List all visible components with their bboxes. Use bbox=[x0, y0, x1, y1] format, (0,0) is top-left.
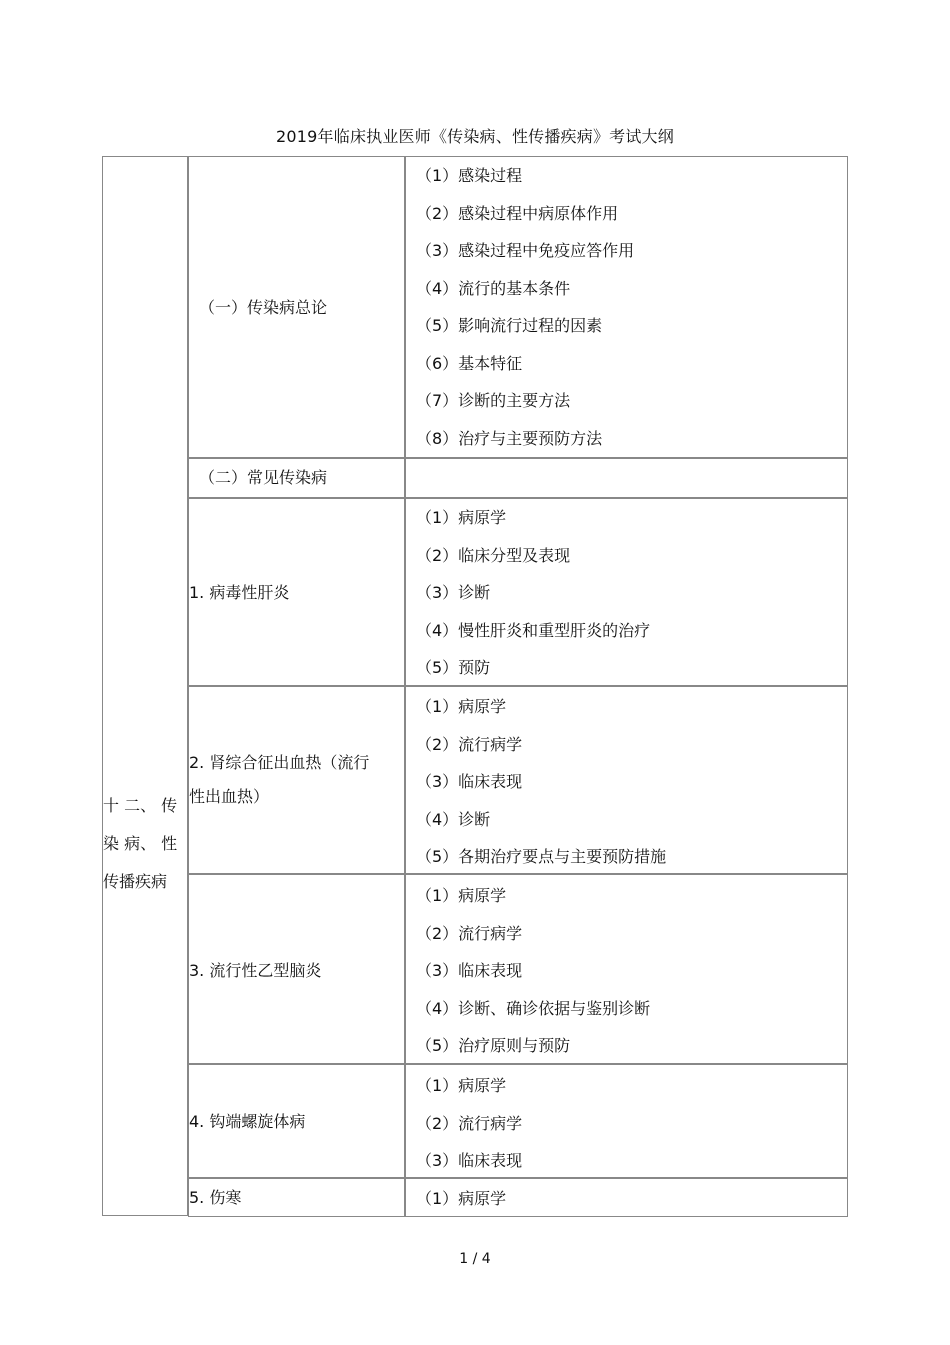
list-item: （2）流行病学 bbox=[416, 1113, 523, 1133]
list-item: （1）病原学 bbox=[416, 1076, 507, 1095]
item-list bbox=[406, 1067, 522, 1180]
item-list bbox=[406, 877, 650, 1065]
item-list bbox=[406, 499, 650, 687]
topic-cell bbox=[188, 1064, 405, 1178]
list-item: （3）诊断 bbox=[416, 583, 491, 602]
chapter-line-3: 传播疾病 bbox=[103, 872, 168, 891]
topic-cell bbox=[188, 498, 405, 686]
item-list bbox=[406, 1180, 506, 1218]
list-item: （3）感染过程中免疫应答作用 bbox=[416, 241, 635, 260]
chapter-line-2: 染 病、 性 bbox=[103, 834, 178, 853]
topic-cell bbox=[188, 686, 405, 874]
list-item: （3）临床表现 bbox=[416, 961, 523, 980]
topic-label: 3. 流行性乙型脑炎 bbox=[189, 961, 322, 980]
list-item: （2）流行病学 bbox=[416, 734, 523, 754]
items-cell bbox=[405, 874, 848, 1064]
chapter-label bbox=[103, 787, 189, 901]
list-item: （1）病原学 bbox=[416, 697, 507, 716]
list-item: （3）临床表现 bbox=[416, 1151, 523, 1170]
topic-label: （一）传染病总论 bbox=[199, 298, 328, 317]
list-item: （4）流行的基本条件 bbox=[416, 278, 571, 298]
list-item: （2）感染过程中病原体作用 bbox=[416, 203, 619, 223]
items-cell bbox=[405, 686, 848, 874]
chapter-line-1: 十 二、 传 bbox=[103, 796, 178, 815]
item-list bbox=[406, 157, 634, 457]
list-item: （7）诊断的主要方法 bbox=[416, 391, 571, 410]
topic-cell bbox=[188, 156, 405, 458]
topic-label: 1. 病毒性肝炎 bbox=[189, 583, 290, 602]
list-item: （4）诊断、确诊依据与鉴别诊断 bbox=[416, 998, 651, 1018]
item-list bbox=[406, 688, 666, 876]
page-number: 1 / 4 bbox=[459, 1251, 491, 1267]
list-item: （3）临床表现 bbox=[416, 772, 523, 791]
items-cell bbox=[405, 1064, 848, 1178]
topic-label: 5. 伤寒 bbox=[189, 1188, 242, 1207]
list-item: （5）影响流行过程的因素 bbox=[416, 316, 603, 335]
topic-label: （二）常见传染病 bbox=[199, 468, 328, 487]
list-item: （1）病原学 bbox=[416, 508, 507, 527]
items-cell bbox=[405, 156, 848, 458]
list-item: （2）临床分型及表现 bbox=[416, 545, 571, 565]
list-item: （5）治疗原则与预防 bbox=[416, 1036, 571, 1055]
topic-cell bbox=[188, 458, 405, 498]
list-item: （5）预防 bbox=[416, 658, 491, 677]
topic-line-1: 2. 肾综合征出血热（流行 bbox=[189, 753, 370, 772]
list-item: （4）诊断 bbox=[416, 809, 491, 829]
list-item: （8）治疗与主要预防方法 bbox=[416, 428, 603, 448]
items-cell bbox=[405, 1178, 848, 1217]
items-cell bbox=[405, 458, 848, 498]
list-item: （5）各期治疗要点与主要预防措施 bbox=[416, 847, 667, 866]
list-item: （6）基本特征 bbox=[416, 353, 523, 373]
topic-cell bbox=[188, 874, 405, 1064]
list-item: （1）感染过程 bbox=[416, 166, 523, 185]
list-item: （2）流行病学 bbox=[416, 923, 523, 943]
topic-line-2: 性出血热） bbox=[189, 787, 270, 806]
chapter-cell bbox=[102, 156, 188, 1216]
list-item: （1）病原学 bbox=[416, 1189, 507, 1208]
page-title: 2019年临床执业医师《传染病、性传播疾病》考试大纲 bbox=[276, 127, 674, 146]
list-item: （1）病原学 bbox=[416, 886, 507, 905]
list-item: （4）慢性肝炎和重型肝炎的治疗 bbox=[416, 620, 651, 640]
topic-label: 4. 钩端螺旋体病 bbox=[189, 1112, 306, 1131]
items-cell bbox=[405, 498, 848, 686]
topic-label bbox=[189, 746, 369, 814]
topic-cell bbox=[188, 1178, 405, 1217]
